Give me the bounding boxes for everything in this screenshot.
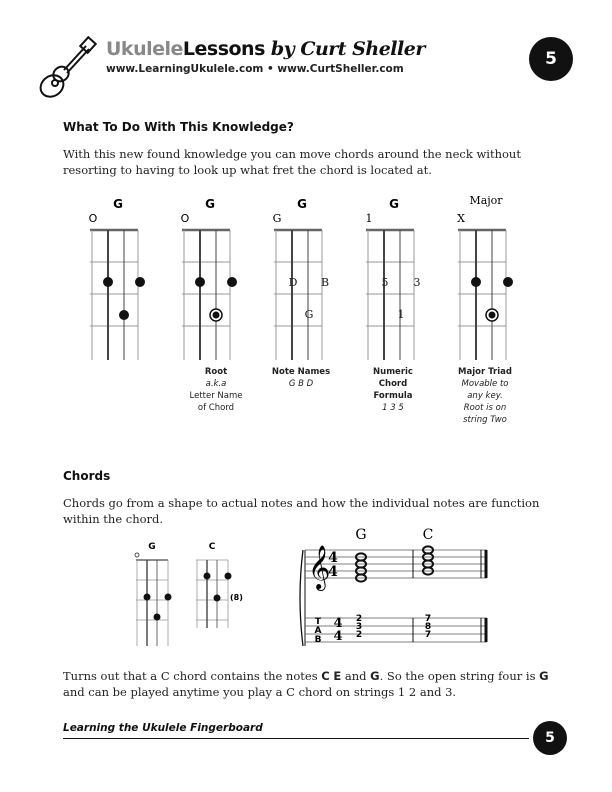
tab-g-2: 3 <box>355 622 363 632</box>
caption-major-triad <box>440 366 530 426</box>
section-heading-chords: Chords <box>63 469 111 483</box>
diagram-4-open: 1 <box>365 212 373 225</box>
footer-title: Learning the Ukulele Fingerboard <box>63 722 263 734</box>
note-label: B <box>320 276 330 289</box>
tab-label-t: T <box>314 617 322 627</box>
finger-dot <box>135 277 145 287</box>
diagram-4-title: G <box>389 197 399 211</box>
small-g-title: G <box>148 542 156 552</box>
tab-label-a: A <box>314 626 322 636</box>
chord-diagram-3 <box>273 197 329 360</box>
small-c-title: C <box>208 542 216 552</box>
notation-staff <box>295 524 495 652</box>
brand-lessons: Lessons <box>182 38 265 60</box>
note-label: D <box>288 276 298 289</box>
finger-dot <box>119 310 129 320</box>
tab-label-b: B <box>314 635 322 645</box>
finger-dot <box>227 277 237 287</box>
caption-numeric-line-1: 1 3 5 <box>382 403 404 413</box>
chord-diagram-5 <box>457 194 513 360</box>
time-sig-top: 4 <box>328 550 338 566</box>
chord-diagram-1 <box>89 197 145 360</box>
tab-g-3: 2 <box>355 630 363 640</box>
caption-root-line-3: of Chord <box>197 403 235 413</box>
small-chord-diagrams <box>130 538 250 650</box>
section-paragraph-chords: Chords go from a shape to actual notes and how the individual notes are function within the chord. <box>63 496 540 526</box>
finger-dot <box>103 277 113 287</box>
tab-time-bottom: 4 <box>333 629 343 644</box>
section-heading-knowledge: What To Do With This Knowledge? <box>63 120 294 134</box>
caption-note-names <box>256 366 346 390</box>
ukulele-logo-icon <box>34 36 104 106</box>
caption-major-title: Major Triad <box>458 367 512 377</box>
caption-major-line-3: Root is on <box>463 403 507 413</box>
caption-root-line-1: a.k.a <box>205 379 227 389</box>
closing-paragraph: Turns out that a C chord contains the notes C E and G. So the open string four is G and can be played anytime you play a C chord on strings 1 2 and 3. <box>63 669 549 699</box>
time-sig-bottom: 4 <box>328 564 338 580</box>
degree-label: 3 <box>413 276 421 289</box>
caption-numeric-title: Numeric Chord Formula <box>373 367 413 401</box>
caption-root-line-2: Letter Name <box>189 391 243 401</box>
staff-chord-c: C <box>422 527 434 543</box>
degree-label: 1 <box>397 308 405 321</box>
tab-c-2: 8 <box>424 622 432 632</box>
caption-numeric-formula <box>348 366 438 414</box>
brand-author: by Curt Sheller <box>270 38 425 60</box>
footer-page-number: 5 <box>533 721 567 755</box>
tab-time-top: 4 <box>333 616 343 631</box>
diagram-2-open: O <box>180 212 190 225</box>
footer-rule <box>63 738 529 739</box>
caption-major-line-2: any key. <box>467 391 503 401</box>
header-page-number: 5 <box>529 37 573 81</box>
header-urls: www.LearningUkulele.com • www.CurtSheller.com <box>106 63 404 75</box>
diagram-3-title: G <box>297 197 307 211</box>
caption-note-names-title: Note Names <box>271 367 331 377</box>
finger-dot <box>471 277 481 287</box>
tab-g-1: 2 <box>355 614 363 624</box>
diagram-3-open: G <box>272 212 282 225</box>
small-chord-c <box>196 542 243 628</box>
caption-note-names-line-1: G B D <box>288 379 314 389</box>
diagram-1-open: O <box>88 212 98 225</box>
fret-marker: (8) <box>230 593 243 602</box>
finger-dot <box>195 277 205 287</box>
tab-c-3: 7 <box>424 630 432 640</box>
caption-root <box>171 366 261 414</box>
finger-dot <box>503 277 513 287</box>
diagram-5-title: Major <box>469 194 503 207</box>
chord-diagram-4 <box>366 197 421 360</box>
caption-root-title: Root <box>204 367 228 377</box>
brand-ukulele: Ukulele <box>106 38 183 60</box>
degree-label: 5 <box>381 276 389 289</box>
small-chord-g <box>135 542 172 646</box>
chord-diagram-2 <box>181 197 237 360</box>
section-paragraph-knowledge: With this new found knowledge you can move chords around the neck without resorting to having to look up what fret the chord is located at. <box>63 147 521 177</box>
tab-c-1: 7 <box>424 614 432 624</box>
brand-title <box>106 38 425 60</box>
treble-clef-icon: 𝄞 <box>308 545 331 589</box>
diagram-5-open: X <box>457 212 465 225</box>
diagram-2-title: G <box>205 197 215 211</box>
diagram-1-title: G <box>113 197 123 211</box>
staff-chord-g: G <box>355 527 367 543</box>
caption-major-line-1: Movable to <box>461 379 509 389</box>
note-label: G <box>304 308 314 321</box>
chord-diagrams-row <box>80 190 530 370</box>
caption-major-line-4: string Two <box>463 415 507 425</box>
